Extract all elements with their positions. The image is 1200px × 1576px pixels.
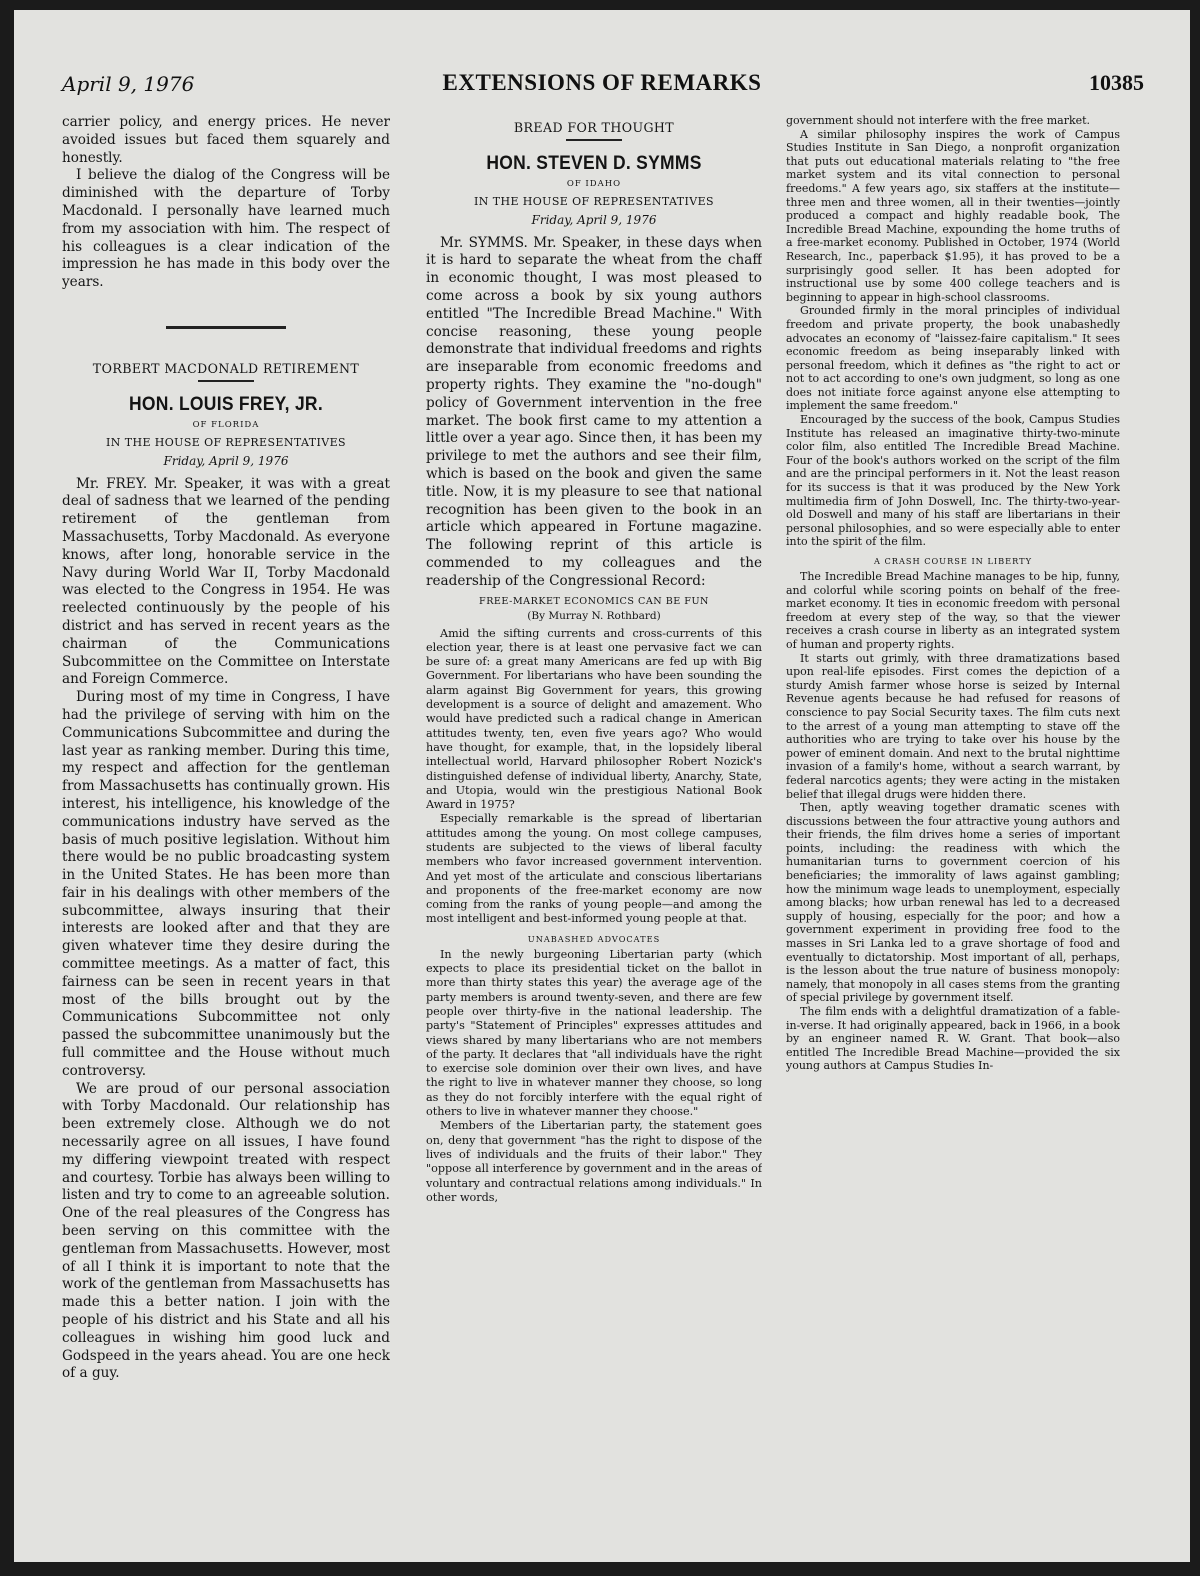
- article-paragraph: A similar philosophy inspires the work of Campus Studies Institute in San Diego, a nonprofit organization that puts out educational materials relating to "the free market system and its vital connection to personal freedoms." A few years ago, six staffers at the institute—three men and three women, all in their twenties—jointly produced a compact and highly readable book, The Incredible Bread Machine, expounding the home truths of a free-market economy. Published in October, 1974 (World Research, Inc., paperback $1.95), it has proved to be a surprisingly good seller. It has been adopted for instructional use by some 400 college teachers and is beginning to appear in high-school classrooms.: [786, 127, 1120, 304]
- dateline: Friday, April 9, 1976: [531, 212, 657, 227]
- title-rule: [198, 380, 254, 382]
- article-paragraph: It starts out grimly, with three dramatizations based upon real-life episodes. First comes the depiction of a sturdy Amish farmer whose horse is seized by Internal Revenue agents because he had refused for reasons of conscience to pay Social Security taxes. The film cuts next to the arrest of a young man attempting to stave off the authorities who are trying to take over his house by the power of eminent domain. And next to the brutal nighttime invasion of a family's home, without a search warrant, by federal narcotics agents; they were acting in the mistaken belief that illegal drugs were hidden there.: [786, 651, 1120, 801]
- member-name: HON. LOUIS FREY, JR.: [129, 393, 323, 415]
- article-subheading: UNABASHED ADVOCATES: [527, 933, 661, 944]
- header-page-number: 10385: [1089, 70, 1144, 95]
- column-1: [62, 114, 390, 1534]
- article-paragraph: government should not interfere with the free market.: [786, 114, 1091, 127]
- section-title: TORBERT MACDONALD RETIREMENT: [92, 360, 360, 376]
- article-paragraph: The Incredible Bread Machine manages to be hip, funny, and colorful while scoring points on behalf of the free-market economy. It ties in economic freedom with personal freedom at every step of the way, so that the viewer receives a crash course in liberty as an integrated system of human and property rights.: [786, 570, 1120, 651]
- article-paragraph: Members of the Libertarian party, the statement goes on, deny that government "has the right to dispose of the lives of individuals and the fruits of their labor." They "oppose all interference by government and in the areas of voluntary and contractual relations among individuals." In other words,: [426, 1119, 762, 1204]
- house-line: IN THE HOUSE OF REPRESENTATIVES: [106, 435, 346, 449]
- continued-paragraph: carrier policy, and energy prices. He never avoided issues but faced them squarely and honestly.: [62, 114, 390, 166]
- paragraph: Mr. FREY. Mr. Speaker, it was with a great deal of sadness that we learned of the pending retirement of the gentleman from Massachusetts, Torby Macdonald. As everyone knows, after long, honorable service in the Navy during World War II, Torby Macdonald was elected to the Congress in 1954. He was reelected continuously by the people of his district and has served in recent years as the chairman of the Communications Subcommittee on the Committee on Interstate and Foreign Commerce.: [62, 475, 390, 688]
- record-page: [14, 10, 1190, 1562]
- header-section-title: EXTENSIONS OF REMARKS: [442, 70, 762, 95]
- paragraph: Mr. SYMMS. Mr. Speaker, in these days when it is hard to separate the wheat from the chaff in economic thought, I was most pleased to come across a book by six young authors entitled "The Incredible Bread Machine." With concise reasoning, these young people demonstrate that individual freedoms and rights are inseparable from economic freedoms and property rights. They examine the "no-dough" policy of Government intervention in the free market. The book first came to my attention a little over a year ago. Since then, it has been my privilege to met the authors and see their film, which is based on the book and given the same title. Now, it is my pleasure to see that national recognition has been given to the book in an article which appeared in Fortune magazine. The following reprint of this article is commended to my colleagues and the readership of the Congressional Record:: [426, 234, 762, 589]
- paragraph: We are proud of our personal association with Torby Macdonald. Our relationship has been extremely close. Although we do not necessarily agree on all issues, I have found my differing viewpoint treated with respect and courtesy. Torbie has always been willing to listen and try to come to an agreeable solution. One of the real pleasures of the Congress has been serving on this committee with the gentleman from Massachusetts. However, most of all I think it is important to note that the work of the gentleman from Massachusetts has made this a better nation. I join with the people of his district and his State and all his colleagues in wishing him good luck and Godspeed in the years ahead. You are one heck of a guy.: [62, 1080, 390, 1382]
- article-paragraph: Then, aptly weaving together dramatic scenes with discussions between the four attractive young authors and their friends, the film drives home a series of important points, including: the readiness with which the humanitarian turns to government coercion of his beneficiaries; the immorality of laws against gambling; how the minimum wage leads to unemployment, especially among blacks; how urban renewal has led to a decreased supply of housing, especially for the poor; and how a government experiment in providing free food to the masses in Sri Lanka led to a grave shortage of food and eventually to dictatorship. Most important of all, perhaps, is the lesson about the true nature of business monopoly: namely, that monopoly in all cases stems from the granting of special privilege by government itself.: [786, 801, 1120, 1005]
- section-title: BREAD FOR THOUGHT: [513, 120, 675, 135]
- paragraph: During most of my time in Congress, I have had the privilege of serving with him on the Communications Subcommittee and during the last year as ranking member. During this time, my respect and affection for the gentleman from Massachusetts has continually grown. His interest, his intelligence, his knowledge of the communications industry have served as the basis of much positive legislation. Without him there would be no public broadcasting system in the United States. He has been more than fair in his dealings with other members of the subcommittee, always insuring that their interests are looked after and that they are given whatever time they desire during the committee meetings. As a matter of fact, this fairness can be seen in recent years in that most of the bills brought out by the Communications Subcommittee not only passed the subcommittee unanimously but the full committee and the House without much controversy.: [62, 689, 390, 1079]
- article-byline: (By Murray N. Rothbard): [527, 609, 661, 622]
- article-title: FREE-MARKET ECONOMICS CAN BE FUN: [479, 595, 709, 607]
- article-subheading: A CRASH COURSE IN LIBERTY: [874, 556, 1032, 566]
- member-state: OF FLORIDA: [192, 419, 260, 430]
- dateline: Friday, April 9, 1976: [163, 453, 289, 468]
- header-date: April 9, 1976: [62, 72, 195, 96]
- article-paragraph: Grounded firmly in the moral principles of individual freedom and private property, the book unabashedly advocates an economy of "laissez-faire capitalism." It sees economic freedom as being inseparably linked with personal freedom, which it defines as "the right to act or not to act according to one's own judgment, so long as one does not initiate force against anyone else attempting to implement the same freedom.": [786, 304, 1120, 413]
- column-2: [426, 114, 762, 1534]
- title-rule: [566, 139, 622, 141]
- page-header: [14, 66, 1190, 106]
- article-paragraph: In the newly burgeoning Libertarian party (which expects to place its presidential ticket on the ballot in more than thirty states this year) the average age of the party members is around twenty-seven, and there are few people over thirty-five in the national leadership. The party's "Statement of Principles" expresses attitudes and views shared by many libertarians who are not members of the party. It declares that "all individuals have the right to exercise sole dominion over their own lives, and have the right to live in whatever manner they choose, so long as they do not forcibly interfere with the equal right of others to live in whatever manner they choose.": [426, 947, 762, 1119]
- member-name: HON. STEVEN D. SYMMS: [486, 152, 702, 174]
- house-line: IN THE HOUSE OF REPRESENTATIVES: [474, 194, 714, 208]
- article-paragraph: The film ends with a delightful dramatization of a fable-in-verse. It had originally appeared, back in 1966, in a book by an engineer named R. W. Grant. That book—also entitled The Incredible Bread Machine—provided the six young authors at Campus Studies In-: [786, 1005, 1120, 1073]
- member-state: OF IDAHO: [566, 178, 622, 189]
- article-paragraph: Amid the sifting currents and cross-currents of this election year, there is at least one pervasive fact we can be sure of: a great many Americans are fed up with Big Government. For libertarians who have been sounding the alarm against Big Government for years, this growing development is a source of delight and amazement. Who would have predicted such a radical change in American attitudes twenty, ten, even five years ago? Who would have thought, for example, that, in the lopsidely liberal intellectual world, Harvard philosopher Robert Nozick's distinguished defense of individual liberty, Anarchy, State, and Utopia, would win the prestigious National Book Award in 1975?: [426, 626, 762, 812]
- column-3: [786, 114, 1120, 1534]
- article-paragraph: Especially remarkable is the spread of libertarian attitudes among the young. On most college campuses, students are subjected to the views of liberal faculty members who favor increased government intervention. And yet most of the articulate and conscious libertarians and proponents of the free-market economy are now coming from the ranks of young people—and among the most intelligent and best-informed young people at that.: [426, 812, 762, 926]
- paragraph: I believe the dialog of the Congress will be diminished with the departure of Torby Macdonald. I personally have learned much from my association with him. The respect of his colleagues is a clear indication of the impression he has made in this body over the years.: [62, 167, 390, 291]
- section-divider: [166, 326, 286, 329]
- article-paragraph: Encouraged by the success of the book, Campus Studies Institute has released an imaginative thirty-two-minute color film, also entitled The Incredible Bread Machine. Four of the book's authors worked on the script of the film and are the principal performers in it. Not the least reason for its success is that it was produced by the New York multimedia firm of John Doswell, Inc. The thirty-two-year-old Doswell and many of his staff are libertarians in their personal philosophies, and so were especially able to enter into the spirit of the film.: [786, 413, 1120, 549]
